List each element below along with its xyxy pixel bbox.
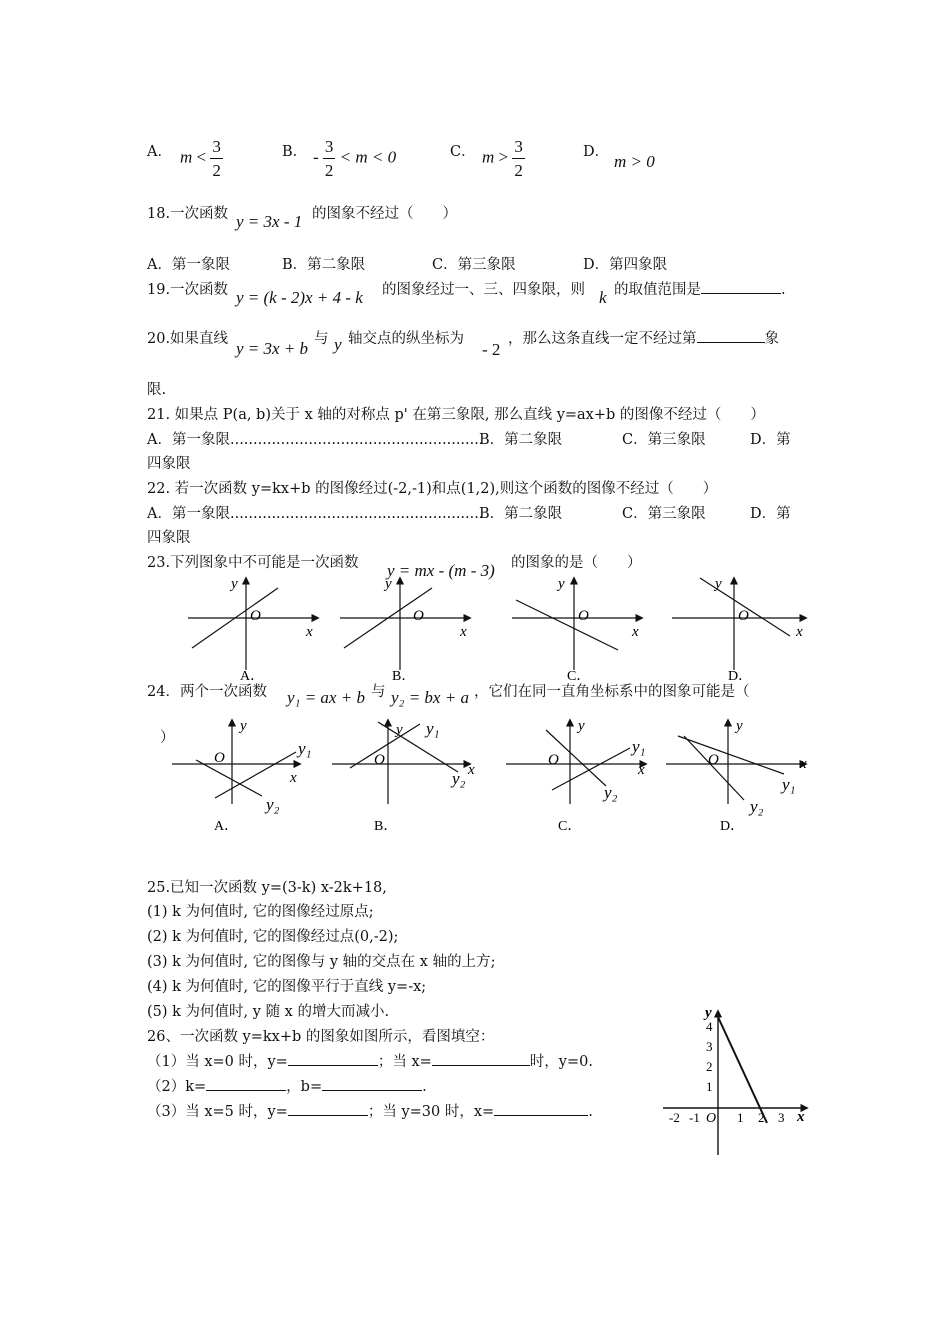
q26-ytick-2: 2 — [706, 1059, 713, 1074]
answer-blank[interactable] — [322, 1090, 422, 1091]
q21-stem: 21. 如果点 P(a, b)关于 x 轴的对称点 p' 在第三象限, 那么直线 y=ax+b 的图像不经过（ ） — [147, 407, 765, 423]
q24-graph-c — [506, 720, 646, 804]
q19-stem: 19.一次函数 — [147, 282, 229, 298]
q24-c-x: x — [638, 762, 645, 778]
q20-line2: 限. — [147, 382, 167, 398]
q22-option-d: D．第 — [750, 506, 791, 522]
q23-graph-c — [512, 578, 642, 670]
q22-option-b: B．第二象限 — [479, 506, 563, 522]
q25-title: 25.已知一次函数 y=(3-k) x-2k+18, — [147, 880, 387, 896]
q26-line-2 — [147, 1075, 427, 1096]
q24-a-label: A． — [214, 819, 239, 834]
q23-b-label: B． — [392, 669, 416, 684]
q25-item-2: (2) k 为何值时, 它的图像经过点(0,-2); — [147, 929, 399, 945]
q23-d-label: D． — [728, 669, 753, 684]
q23-graphs — [0, 570, 950, 685]
q23-a-o: O — [250, 608, 261, 624]
q24-d-y1: y₁ — [782, 775, 796, 794]
q26-axes — [663, 1011, 807, 1155]
q22-option-d-cont: 四象限 — [147, 530, 191, 546]
q20-var-y: y — [334, 335, 342, 354]
fraction — [512, 138, 525, 179]
option-label: C． — [450, 144, 476, 160]
q18-option-c: C．第三象限 — [432, 257, 516, 273]
q26-xtick-1: 1 — [737, 1110, 744, 1125]
q19-formula: y = (k - 2)x + 4 - k — [236, 288, 363, 307]
fraction — [323, 138, 336, 179]
q26-ytick-4: 4 — [706, 1019, 713, 1034]
q26-line-3 — [147, 1100, 593, 1121]
answer-blank[interactable] — [494, 1115, 588, 1116]
q22-option-c: C．第三象限 — [622, 506, 706, 522]
text: . — [422, 1079, 427, 1095]
q23-c-label: C． — [567, 669, 591, 684]
text: ；当 x= — [377, 1054, 432, 1070]
numerator: 3 — [210, 138, 223, 159]
q20-mid1: 与 — [314, 331, 329, 347]
option-label: D． — [583, 144, 610, 160]
q26-xtick-neg2: -2 — [669, 1110, 680, 1125]
q23-c-x: x — [632, 624, 639, 640]
suffix-text: 的取值范围是 — [614, 282, 701, 298]
q24-b-y1: y₁ — [426, 719, 440, 738]
text: 时，y=0. — [529, 1054, 593, 1070]
q24-d-y: y — [736, 718, 743, 734]
q23-a-label: A． — [240, 669, 265, 684]
var-m: m — [180, 147, 193, 167]
q18-option-b: B．第二象限 — [282, 257, 366, 273]
q21-option-b: B．第二象限 — [479, 432, 563, 448]
q24-b-label: B． — [374, 819, 398, 834]
q20-mid2: 轴交点的纵坐标为 — [348, 331, 464, 347]
q17-option-b — [282, 140, 307, 161]
numerator: 3 — [512, 138, 525, 159]
operator: > — [498, 147, 509, 167]
fraction — [210, 138, 223, 179]
q18-option-d: D．第四象限 — [583, 257, 668, 273]
q19-var-k: k — [599, 288, 607, 307]
q22-stem: 22. 若一次函数 y=kx+b 的图像经过(-2,-1)和点(1,2),则这个函数的图像不经过（ ） — [147, 481, 718, 497]
answer-blank[interactable] — [432, 1065, 530, 1066]
q21-option-d-cont: 四象限 — [147, 456, 191, 472]
q26-graph — [655, 1005, 815, 1160]
answer-blank[interactable] — [288, 1115, 368, 1116]
operator: < — [196, 147, 207, 167]
answer-blank[interactable] — [288, 1065, 378, 1066]
q23-d-x: x — [796, 624, 803, 640]
q17-option-a — [147, 140, 172, 161]
q26-ytick-3: 3 — [706, 1039, 713, 1054]
q24-d-o: O — [708, 752, 719, 768]
q24-stem-suffix: ，它们在同一直角坐标系中的图象可能是（ — [474, 684, 750, 700]
q24-graph-a — [172, 720, 300, 804]
q26-xtick-2: 2 — [758, 1110, 765, 1125]
q23-a-y: y — [231, 576, 238, 592]
q17-option-b-expr — [313, 138, 396, 179]
q24-d-label: D． — [720, 819, 745, 834]
q26-xtick-neg1: -1 — [689, 1110, 700, 1125]
q17-option-d-expr — [614, 152, 655, 172]
q26-y-axis-label: y — [705, 1005, 712, 1021]
q17-option-a-expr — [180, 138, 223, 179]
text: （3）当 x=5 时，y= — [147, 1104, 288, 1120]
q24-graphs — [0, 712, 950, 842]
q24-c-label: C． — [558, 819, 582, 834]
q23-graph-d — [672, 578, 806, 670]
q24-a-x: x — [290, 770, 297, 786]
q17-option-c — [450, 140, 476, 161]
answer-blank[interactable] — [701, 293, 781, 294]
q23-c-y: y — [558, 576, 565, 592]
q17-option-c-expr — [482, 138, 525, 179]
q18-stem-suffix: 的图象不经过（ ） — [312, 206, 457, 222]
q24-d-x: x — [800, 756, 807, 772]
q26-x-axis-label: x — [797, 1109, 805, 1125]
q21-option-c: C．第三象限 — [622, 432, 706, 448]
q18-formula: y = 3x - 1 — [236, 212, 303, 231]
q24-a-o: O — [214, 750, 225, 766]
q26-function-line — [718, 1017, 767, 1123]
minus-sign: - — [313, 147, 319, 167]
q22-option-a: A．第一象限....................................................... — [147, 506, 484, 522]
q26-xtick-3: 3 — [778, 1110, 785, 1125]
q26-origin: O — [706, 1111, 717, 1126]
option-label: A． — [147, 144, 172, 160]
q25-item-4: (4) k 为何值时, 它的图像平行于直线 y=-x; — [147, 979, 427, 995]
q24-c-y: y — [578, 718, 585, 734]
text: . — [588, 1104, 593, 1120]
q23-graph-b — [340, 578, 470, 670]
mid-text: ，那么这条直线一定不经过第 — [508, 331, 697, 347]
expression-rest: < m < 0 — [339, 147, 397, 167]
q20-mid3 — [508, 327, 779, 348]
q20-stem: 20.如果直线 — [147, 331, 229, 347]
q24-b-y: y — [396, 722, 403, 738]
stem-prefix: 18.一次函数 — [147, 206, 229, 222]
q24-a-y: y — [240, 718, 247, 734]
q21-option-d: D．第 — [750, 432, 791, 448]
text: （1）当 x=0 时，y= — [147, 1054, 288, 1070]
text: ，b= — [286, 1079, 323, 1095]
q23-stem-suffix: 的图象的是（ ） — [511, 555, 642, 571]
numerator: 3 — [323, 138, 336, 159]
q24-b-y2: y₂ — [452, 769, 466, 788]
q23-d-o: O — [738, 608, 749, 624]
q23-b-o: O — [413, 608, 424, 624]
q26-ytick-1: 1 — [706, 1079, 713, 1094]
q25-item-1: (1) k 为何值时, 它的图像经过原点; — [147, 904, 374, 920]
text: ；当 y=30 时，x= — [367, 1104, 495, 1120]
q23-d-y: y — [715, 576, 722, 592]
q23-graph-a — [188, 578, 318, 670]
q24-stem-cont: ） — [160, 730, 175, 746]
q23-b-x: x — [460, 624, 467, 640]
end-text: 象 — [764, 331, 779, 347]
q20-value: - 2 — [482, 340, 501, 359]
q23-c-o: O — [578, 608, 589, 624]
denominator: 2 — [212, 161, 221, 180]
q26-line-1 — [147, 1050, 593, 1071]
q23-a-x: x — [306, 624, 313, 640]
expression: m > 0 — [614, 152, 655, 171]
q24-mid: 与 — [371, 684, 386, 700]
q24-c-y1: y₁ — [632, 737, 646, 756]
q19-stem-middle: 的图象经过一、三、四象限，则 — [382, 282, 585, 298]
q23-b-y: y — [385, 576, 392, 592]
q23-stem: 23.下列图象中不可能是一次函数 — [147, 555, 359, 571]
answer-blank[interactable] — [697, 342, 765, 343]
denominator: 2 — [324, 161, 334, 180]
answer-blank[interactable] — [206, 1090, 286, 1091]
q24-formula-2: y₂ = bx + a — [391, 688, 469, 707]
q20-formula: y = 3x + b — [236, 339, 309, 358]
q24-b-o: O — [374, 752, 385, 768]
q19-stem-suffix: 的取值范围是 . — [614, 282, 786, 298]
q25-item-5: (5) k 为何值时, y 随 x 的增大而减小. — [147, 1004, 390, 1020]
q24-a-y2: y₂ — [266, 795, 280, 814]
q25-item-3: (3) k 为何值时, 它的图像与 y 轴的交点在 x 轴的上方; — [147, 954, 496, 970]
denominator: 2 — [514, 161, 523, 180]
q26-title: 26、一次函数 y=kx+b 的图象如图所示，看图填空： — [147, 1029, 495, 1045]
q17-option-d — [583, 140, 609, 161]
q24-b-x: x — [468, 762, 475, 778]
q24-formula-1: y₁ = ax + b — [287, 688, 365, 707]
q21-option-a: A．第一象限....................................................... — [147, 432, 484, 448]
q23-formula: y = mx - (m - 3) — [387, 561, 495, 580]
option-label: B． — [282, 144, 308, 160]
q24-c-o: O — [548, 752, 559, 768]
q24-d-y2: y₂ — [750, 797, 764, 816]
var-m: m — [482, 147, 495, 167]
q18-option-a: A．第一象限 — [147, 257, 230, 273]
q18-stem — [147, 202, 228, 223]
q24-stem: 24．两个一次函数 — [147, 684, 267, 700]
text: （2）k= — [147, 1079, 207, 1095]
q24-c-y2: y₂ — [604, 783, 618, 802]
q24-a-y1: y₁ — [298, 739, 312, 758]
